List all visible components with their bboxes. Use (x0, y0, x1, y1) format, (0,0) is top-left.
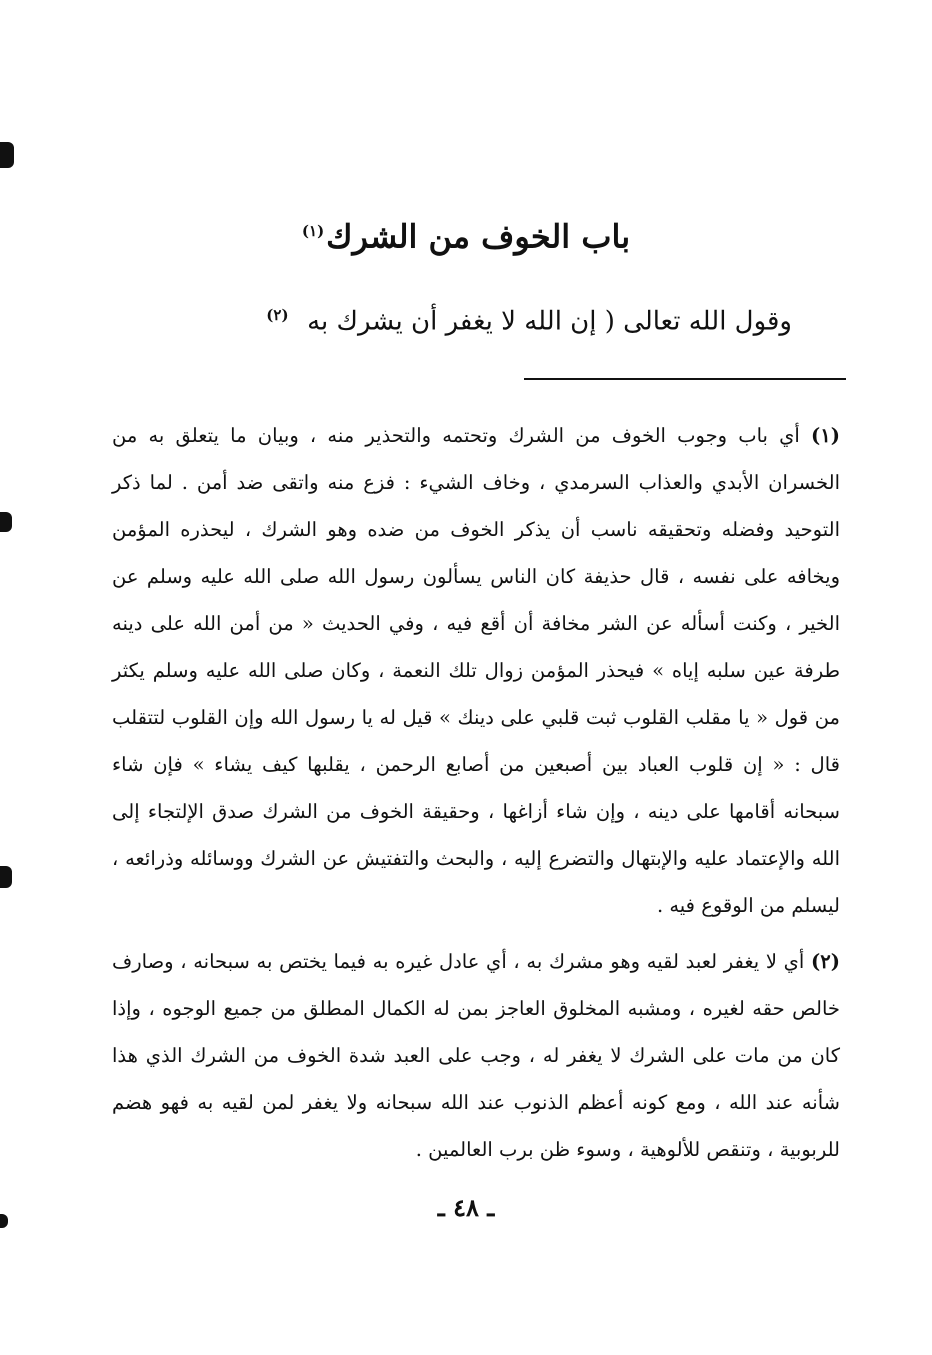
footnote-number: (٢) (811, 950, 840, 973)
footnote-ref-1: (١) (301, 222, 325, 240)
chapter-title (0, 206, 932, 262)
verse-line (132, 290, 792, 347)
footnote-2 (112, 938, 840, 1173)
chapter-title-text: باب الخوف من الشرك (326, 217, 631, 256)
footnote-ref-2: (٢) (266, 306, 289, 324)
scan-edge-mark (0, 142, 14, 168)
footnote-number: (١) (811, 424, 840, 447)
footnote-separator (524, 378, 846, 380)
footnote-text: أي لا يغفر لعبد لقيه وهو مشرك به ، أي عادل غيره به فيما يختص به سبحانه ، وصارف خالص حقه لغيره ، ومشبه المخلوق العاجز بمن له الكمال المطلق من جميع الوجوه ، وإذا كان من مات على الشرك لا يغفر له ، وجب على العبد شدة الخوف من الشرك الذي هذا شأنه عند الله ، ومع كونه أعظم الذنوب عند الله سبحانه ولا يغفر لمن لقيه به فهو هضم للربوبية ، وتنقص للألوهية ، وسوء ظن برب العالمين . (112, 950, 840, 1161)
scan-edge-mark (0, 512, 12, 532)
verse-text: وقول الله تعالى ( إن الله لا يغفر أن يشرك به (307, 306, 792, 337)
page-number: ـ ٤٨ ـ (437, 1193, 495, 1222)
scan-edge-mark (0, 866, 12, 888)
footnote-text: أي باب وجوب الخوف من الشرك وتحتمه والتحذير منه ، وبيان ما يتعلق به من الخسران الأبدي والعذاب السرمدي ، وخاف الشيء : فزع منه واتقى ضد أمن . لما ذكر التوحيد وفضله وتحقيقه ناسب أن يذكر الخوف من ضده وهو الشرك ، ليحذره المؤمن ويخافه على نفسه ، قال حذيفة كان الناس يسألون رسول الله صلى الله عليه وسلم عن الخير ، وكنت أسأله عن الشر مخافة أن أقع فيه ، وفي الحديث « من أمن الله على دينه طرفة عين سلبه إياه » فيحذر المؤمن زوال تلك النعمة ، وكان صلى الله عليه وسلم يكثر من قول « يا مقلب القلوب ثبت قلبي على دينك » قيل له يا رسول الله وإن القلوب لتتقلب قال : « إن قلوب العباد بين أصبعين من أصابع الرحمن ، يقلبها كيف يشاء » فإن شاء سبحانه أقامها على دينه ، وإن شاء أزاغها ، وحقيقة الخوف من الشرك صدق الإلتجاء إلى الله والإعتماد عليه والإبتهال والتضرع إليه ، والبحث والتفتيش عن الشرك ووسائله وذرائعه ، ليسلم من الوقوع فيه . (112, 424, 840, 917)
footnote-1 (112, 412, 840, 929)
